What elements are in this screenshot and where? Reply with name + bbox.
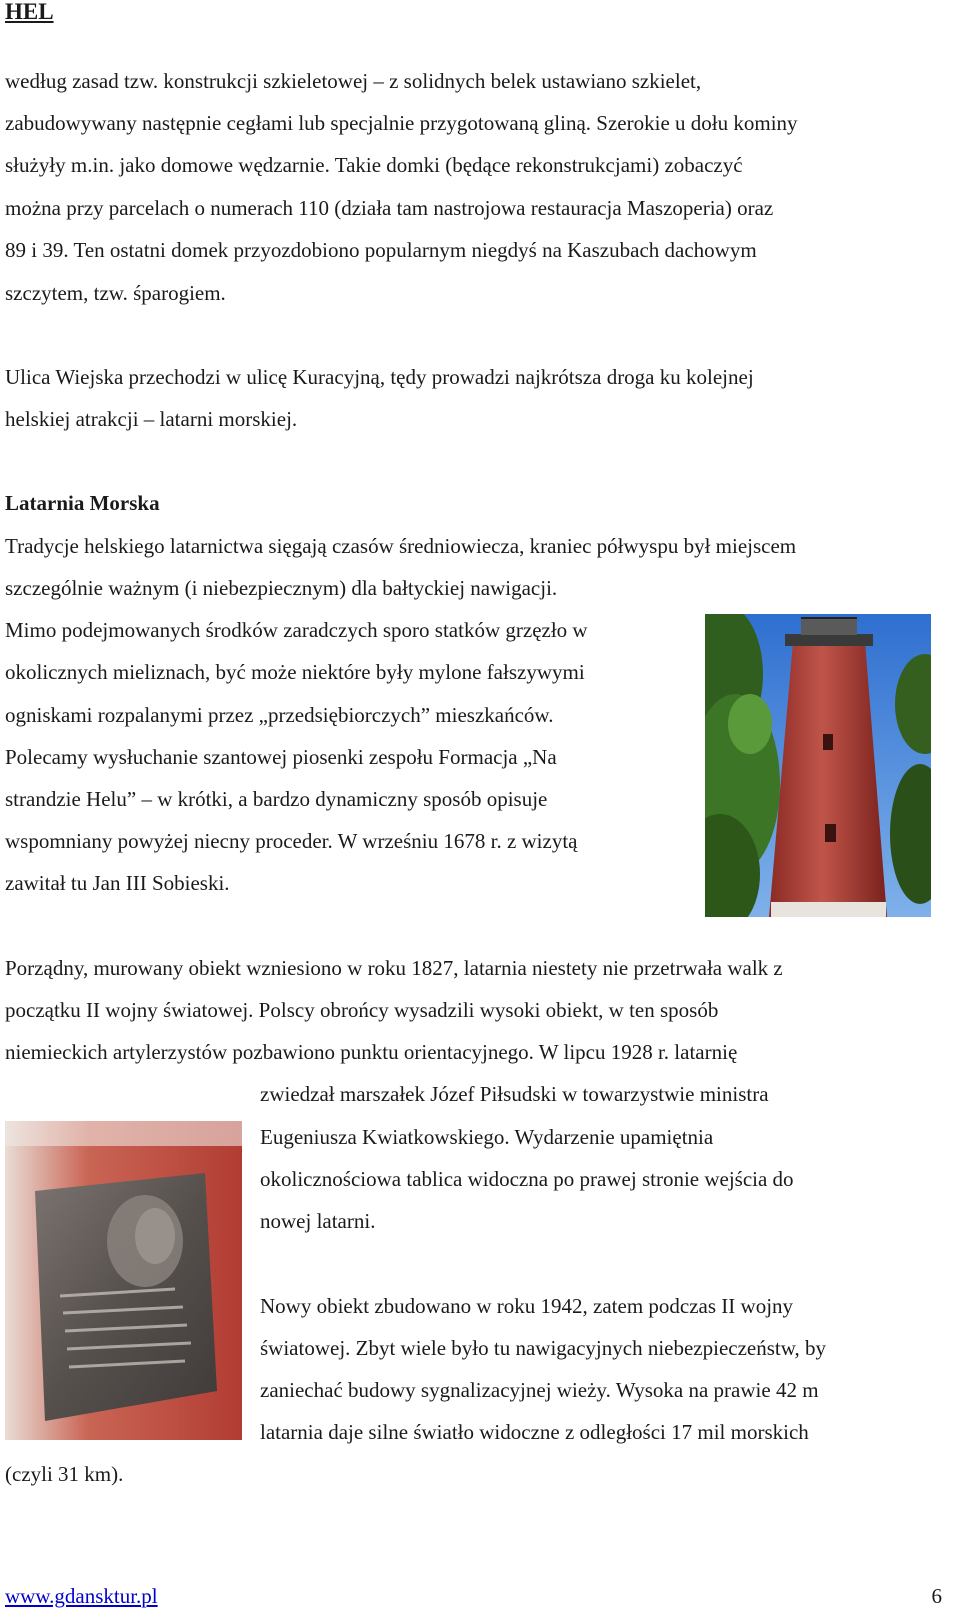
text-line: 89 i 39. Ten ostatni domek przyozdobiono popularnym niegdyś na Kaszubach dachowym bbox=[5, 238, 757, 262]
text-line: okolicznościowa tablica widoczna po prawej stronie wejścia do bbox=[260, 1167, 794, 1191]
footer-website-link[interactable]: www.gdansktur.pl bbox=[5, 1584, 158, 1608]
text-line: zabudowywany następnie cegłami lub specjalnie przygotowaną gliną. Szerokie u dołu kominy bbox=[5, 111, 798, 135]
lighthouse-photo bbox=[705, 614, 931, 917]
text-line: szczytem, tzw. śparogiem. bbox=[5, 281, 226, 305]
text-line: ogniskami rozpalanymi przez „przedsiębiorczych” mieszkańców. bbox=[5, 703, 554, 727]
text-line: niemieckich artylerzystów pozbawiono punktu orientacyjnego. W lipcu 1928 r. latarnię bbox=[5, 1040, 738, 1064]
text-line: szczególnie ważnym (i niebezpiecznym) dla bałtyckiej nawigacji. bbox=[5, 576, 558, 600]
text-line: Eugeniusza Kwiatkowskiego. Wydarzenie upamiętnia bbox=[260, 1125, 714, 1149]
text-line: Porządny, murowany obiekt wzniesiono w roku 1827, latarnia niestety nie przetrwała walk z bbox=[5, 956, 783, 980]
text-line: (czyli 31 km). bbox=[5, 1462, 124, 1486]
text-line: światowej. Zbyt wiele było tu nawigacyjnych niebezpieczeństw, by bbox=[260, 1336, 827, 1360]
text-line: Nowy obiekt zbudowano w roku 1942, zatem podczas II wojny bbox=[260, 1294, 794, 1318]
text-line: zaniechać budowy sygnalizacyjnej wieży. Wysoka na prawie 42 m bbox=[260, 1378, 819, 1402]
text-line: zwiedzał marszałek Józef Piłsudski w towarzystwie ministra bbox=[260, 1082, 769, 1106]
text-line: strandzie Helu” – w krótki, a bardzo dynamiczny sposób opisuje bbox=[5, 787, 548, 811]
section-heading: Latarnia Morska bbox=[5, 491, 160, 515]
text-line: Mimo podejmowanych środków zaradczych sporo statków grzęzło w bbox=[5, 618, 588, 642]
text-line: wspomniany powyżej niecny proceder. W wrześniu 1678 r. z wizytą bbox=[5, 829, 578, 853]
text-line: można przy parcelach o numerach 110 (działa tam nastrojowa restauracja Maszoperia) oraz bbox=[5, 196, 774, 220]
text-line: latarnia daje silne światło widoczne z odległości 17 mil morskich bbox=[260, 1420, 809, 1444]
text-line: Tradycje helskiego latarnictwa sięgają czasów średniowiecza, kraniec półwyspu był miejscem bbox=[5, 534, 797, 558]
page-number: 6 bbox=[931, 1584, 942, 1608]
plaque-photo bbox=[5, 1121, 242, 1440]
text-line: nowej latarni. bbox=[260, 1209, 376, 1233]
text-line: służyły m.in. jako domowe wędzarnie. Takie domki (będące rekonstrukcjami) zobaczyć bbox=[5, 153, 743, 177]
page-header-title: HEL bbox=[5, 0, 54, 24]
text-line: według zasad tzw. konstrukcji szkieletowej – z solidnych belek ustawiano szkielet, bbox=[5, 69, 702, 93]
text-line: helskiej atrakcji – latarni morskiej. bbox=[5, 407, 298, 431]
text-line: Polecamy wysłuchanie szantowej piosenki zespołu Formacja „Na bbox=[5, 745, 557, 769]
text-line: okolicznych mieliznach, być może niektóre były mylone fałszywymi bbox=[5, 660, 585, 684]
text-line: początku II wojny światowej. Polscy obrońcy wysadzili wysoki obiekt, w ten sposób bbox=[5, 998, 719, 1022]
text-line: zawitał tu Jan III Sobieski. bbox=[5, 871, 230, 895]
text-line: Ulica Wiejska przechodzi w ulicę Kuracyjną, tędy prowadzi najkrótsza droga ku kolejnej bbox=[5, 365, 754, 389]
